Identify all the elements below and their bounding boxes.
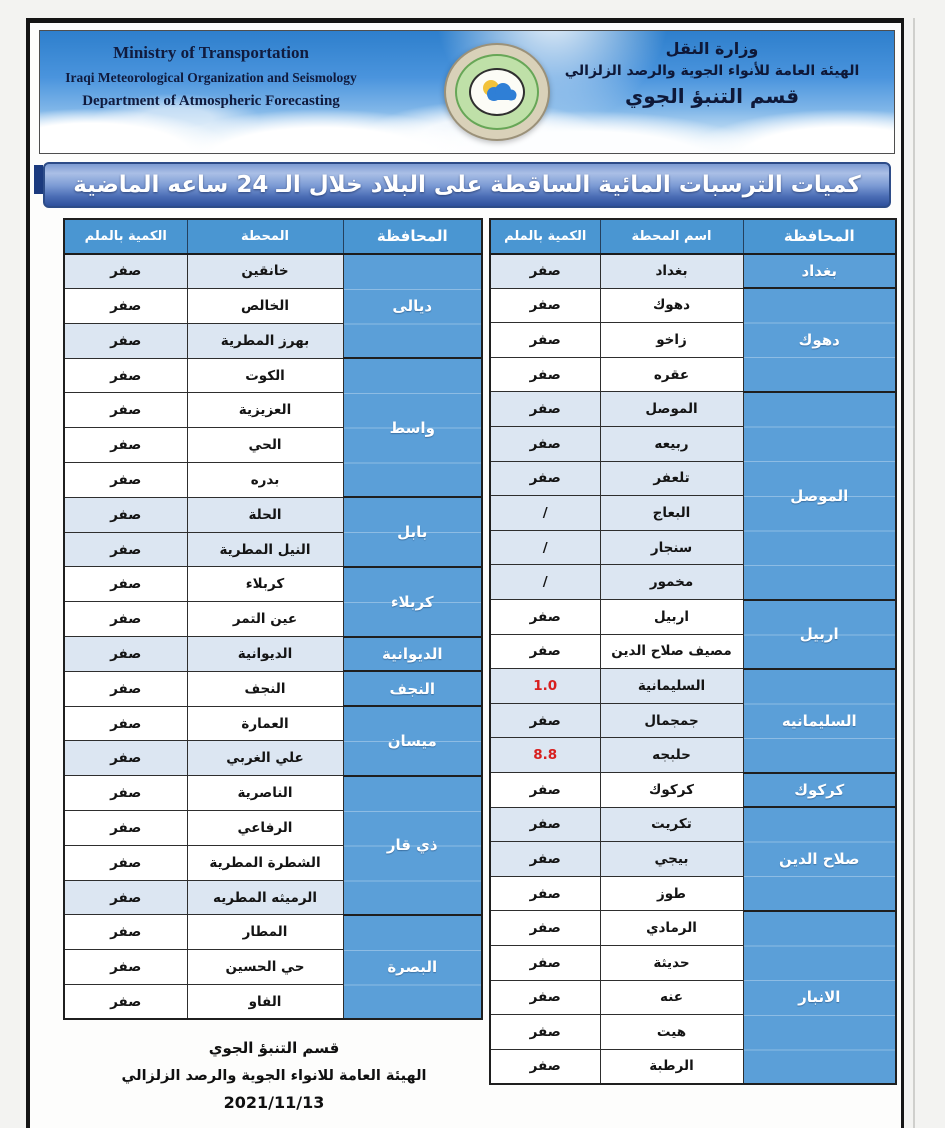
station-name-cell: الفاو — [187, 985, 343, 1020]
ministry-name-en: Ministry of Transportation — [113, 43, 309, 62]
rainfall-amount-cell: صفر — [64, 880, 187, 915]
table-row — [64, 915, 482, 950]
station-name-cell: الخالص — [187, 289, 343, 324]
rainfall-amount-cell: صفر — [490, 254, 600, 289]
station-name-cell: البعاج — [600, 496, 743, 531]
rainfall-amount-cell: صفر — [64, 950, 187, 985]
table-row — [490, 669, 896, 704]
rainfall-amount-cell: 8.8 — [490, 738, 600, 773]
column-header-quantity: الكمية بالملم — [64, 219, 187, 254]
table-row — [490, 600, 896, 635]
rainfall-amount-cell: / — [490, 496, 600, 531]
rainfall-amount-cell: صفر — [64, 637, 187, 672]
station-name-cell: الحي — [187, 428, 343, 463]
report-title: كميات الترسبات المائية الساقطة على البلاد خلال الـ 24 ساعه الماضية — [43, 162, 891, 208]
rainfall-amount-cell: صفر — [490, 357, 600, 392]
report-footer — [94, 1039, 454, 1112]
table-row — [64, 671, 482, 706]
rainfall-amount-cell: صفر — [64, 706, 187, 741]
logo-green-ring — [455, 54, 539, 130]
rainfall-amount-cell: صفر — [64, 602, 187, 637]
station-name-cell: بيجي — [600, 842, 743, 877]
table-row — [490, 807, 896, 842]
station-name-cell: الكوت — [187, 358, 343, 393]
governorate-cell: الانبار — [743, 911, 896, 1084]
table-row — [64, 254, 482, 289]
governorate-cell: الديوانية — [343, 637, 482, 672]
footer-date: 2021/11/13 — [223, 1093, 325, 1112]
rainfall-amount-cell: صفر — [64, 497, 187, 532]
rainfall-amount-cell: صفر — [490, 773, 600, 808]
page-edge-shadow — [913, 18, 915, 1128]
governorate-cell: كركوك — [743, 773, 896, 808]
governorate-cell: بغداد — [743, 254, 896, 289]
station-name-cell: الرطبة — [600, 1049, 743, 1084]
organization-logo-icon — [444, 43, 550, 141]
header-banner — [39, 30, 895, 154]
station-name-cell: خانقين — [187, 254, 343, 289]
governorate-cell: واسط — [343, 358, 482, 497]
footer-organization: الهيئة العامة للانواء الجوية والرصد الزلزالي — [121, 1068, 427, 1084]
rainfall-amount-cell: صفر — [490, 427, 600, 462]
station-name-cell: الرمادي — [600, 911, 743, 946]
rainfall-amount-cell: / — [490, 530, 600, 565]
table-row — [490, 254, 896, 289]
station-name-cell: العزيزية — [187, 393, 343, 428]
table-row — [64, 637, 482, 672]
station-name-cell: عين التمر — [187, 602, 343, 637]
station-name-cell: بدره — [187, 463, 343, 498]
department-name-ar: قسم التنبؤ الجوي — [624, 84, 800, 108]
station-name-cell: علي الغربي — [187, 741, 343, 776]
station-name-cell: كركوك — [600, 773, 743, 808]
rainfall-amount-cell: صفر — [490, 842, 600, 877]
rainfall-amount-cell: صفر — [64, 776, 187, 811]
governorate-cell: صلاح الدين — [743, 807, 896, 911]
table-row — [64, 358, 482, 393]
station-name-cell: جمجمال — [600, 703, 743, 738]
ministry-arabic-block — [542, 39, 882, 108]
table-row — [490, 392, 896, 427]
station-name-cell: حلبجه — [600, 738, 743, 773]
column-header-governorate: المحافظة — [343, 219, 482, 254]
logo-cloud-icon — [469, 68, 525, 116]
document-page — [26, 18, 904, 1128]
station-name-cell: بهرز المطرية — [187, 323, 343, 358]
table-row — [490, 911, 896, 946]
station-name-cell: العمارة — [187, 706, 343, 741]
table-row — [64, 567, 482, 602]
station-name-cell: حديثة — [600, 945, 743, 980]
station-name-cell: اربيل — [600, 600, 743, 635]
station-name-cell: دهوك — [600, 288, 743, 323]
station-name-cell: الديوانية — [187, 637, 343, 672]
rainfall-amount-cell: صفر — [64, 254, 187, 289]
station-name-cell: زاخو — [600, 323, 743, 358]
station-name-cell: الموصل — [600, 392, 743, 427]
rainfall-amount-cell: صفر — [490, 392, 600, 427]
station-name-cell: مصيف صلاح الدين — [600, 634, 743, 669]
governorate-cell: ذي قار — [343, 776, 482, 915]
rainfall-amount-cell: صفر — [490, 980, 600, 1015]
column-header-governorate: المحافظة — [743, 219, 896, 254]
rainfall-amount-cell: صفر — [64, 915, 187, 950]
station-name-cell: المطار — [187, 915, 343, 950]
rainfall-amount-cell: صفر — [490, 807, 600, 842]
rainfall-amount-cell: صفر — [64, 985, 187, 1020]
station-name-cell: بغداد — [600, 254, 743, 289]
rainfall-amount-cell: صفر — [64, 323, 187, 358]
governorate-cell: النجف — [343, 671, 482, 706]
governorate-cell: اربيل — [743, 600, 896, 669]
station-name-cell: عنه — [600, 980, 743, 1015]
rainfall-amount-cell: صفر — [490, 876, 600, 911]
governorate-cell: ديالى — [343, 254, 482, 358]
governorate-cell: دهوك — [743, 288, 896, 392]
rainfall-amount-cell: صفر — [490, 634, 600, 669]
station-name-cell: كربلاء — [187, 567, 343, 602]
station-name-cell: طوز — [600, 876, 743, 911]
station-name-cell: هيت — [600, 1015, 743, 1050]
rainfall-amount-cell: صفر — [490, 911, 600, 946]
rainfall-amount-cell: صفر — [490, 288, 600, 323]
rainfall-amount-cell: صفر — [64, 741, 187, 776]
rainfall-amount-cell: صفر — [64, 393, 187, 428]
station-name-cell: الحلة — [187, 497, 343, 532]
governorate-cell: السليمانيه — [743, 669, 896, 773]
governorate-cell: ميسان — [343, 706, 482, 776]
station-name-cell: حي الحسين — [187, 950, 343, 985]
rainfall-amount-cell: صفر — [490, 1049, 600, 1084]
station-name-cell: النجف — [187, 671, 343, 706]
ministry-english-block — [56, 43, 366, 110]
rainfall-amount-cell: صفر — [490, 323, 600, 358]
footer-department: قسم التنبؤ الجوي — [208, 1039, 340, 1057]
column-header-quantity: الكمية بالملم — [490, 219, 600, 254]
rainfall-amount-cell: صفر — [64, 289, 187, 324]
ministry-name-ar: وزارة النقل — [665, 39, 759, 58]
rainfall-amount-cell: صفر — [490, 1015, 600, 1050]
table-header-row — [490, 219, 896, 254]
governorate-cell: كربلاء — [343, 567, 482, 637]
table-row — [64, 776, 482, 811]
column-header-station: اسم المحطة — [600, 219, 743, 254]
rainfall-table-right — [489, 218, 897, 1085]
rainfall-table-left — [63, 218, 483, 1020]
station-name-cell: الشطرة المطرية — [187, 845, 343, 880]
station-name-cell: تكريت — [600, 807, 743, 842]
table-row — [490, 288, 896, 323]
organization-name-en: Iraqi Meteorological Organization and Seismology — [65, 70, 357, 85]
rainfall-amount-cell: صفر — [490, 461, 600, 496]
rainfall-amount-cell: صفر — [64, 845, 187, 880]
station-name-cell: النيل المطرية — [187, 532, 343, 567]
station-name-cell: الرفاعي — [187, 811, 343, 846]
title-bar-notch — [34, 165, 43, 194]
table-row — [64, 706, 482, 741]
station-name-cell: سنجار — [600, 530, 743, 565]
station-name-cell: الناصرية — [187, 776, 343, 811]
table-header-row — [64, 219, 482, 254]
governorate-cell: الموصل — [743, 392, 896, 600]
station-name-cell: السليمانية — [600, 669, 743, 704]
rainfall-amount-cell: صفر — [64, 532, 187, 567]
rainfall-amount-cell: صفر — [64, 463, 187, 498]
table-row — [64, 497, 482, 532]
rainfall-table-right-body — [490, 254, 896, 1084]
governorate-cell: بابل — [343, 497, 482, 567]
rainfall-amount-cell: صفر — [490, 600, 600, 635]
station-name-cell: الرميثه المطريه — [187, 880, 343, 915]
department-name-en: Department of Atmospheric Forecasting — [82, 93, 340, 109]
rainfall-amount-cell: صفر — [490, 703, 600, 738]
rainfall-amount-cell: صفر — [64, 358, 187, 393]
station-name-cell: تلعفر — [600, 461, 743, 496]
station-name-cell: ربيعه — [600, 427, 743, 462]
rainfall-amount-cell: 1.0 — [490, 669, 600, 704]
rainfall-amount-cell: صفر — [490, 945, 600, 980]
table-row — [490, 773, 896, 808]
rainfall-amount-cell: صفر — [64, 671, 187, 706]
column-header-station: المحطة — [187, 219, 343, 254]
governorate-cell: البصرة — [343, 915, 482, 1019]
rainfall-table-left-body — [64, 254, 482, 1020]
organization-name-ar: الهيئة العامة للأنواء الجوية والرصد الزلزالي — [564, 63, 860, 79]
station-name-cell: مخمور — [600, 565, 743, 600]
rainfall-amount-cell: صفر — [64, 811, 187, 846]
rainfall-amount-cell: صفر — [64, 567, 187, 602]
station-name-cell: عقره — [600, 357, 743, 392]
rainfall-amount-cell: / — [490, 565, 600, 600]
rainfall-amount-cell: صفر — [64, 428, 187, 463]
